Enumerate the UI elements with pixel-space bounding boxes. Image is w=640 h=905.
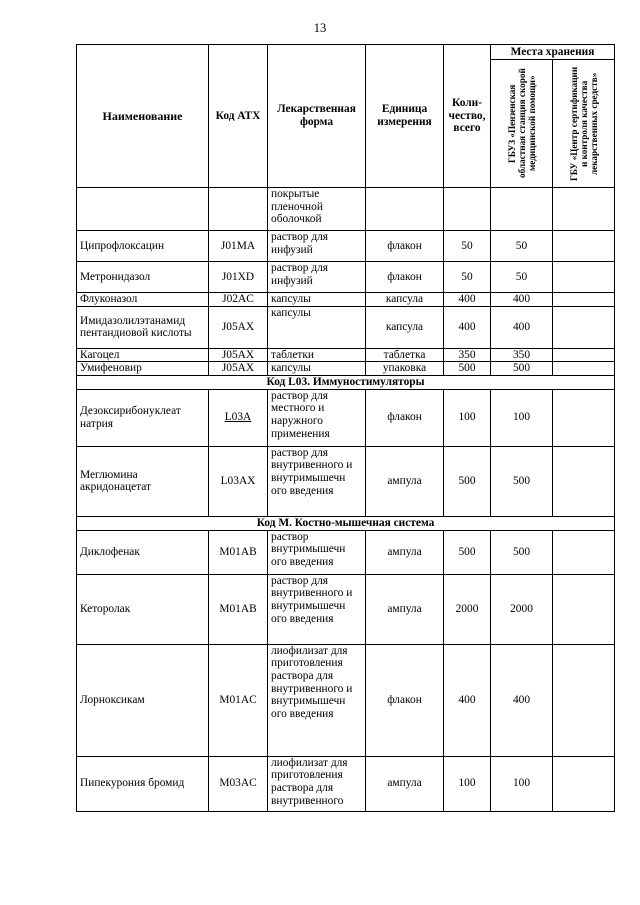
cell-atc: M01AB (209, 530, 268, 574)
cell-storage-2 (553, 574, 615, 644)
cell-storage-2 (553, 262, 615, 293)
cell-atc: J01MA (209, 231, 268, 262)
cell-storage-1: 500 (491, 362, 553, 376)
cell-unit: капсула (366, 293, 444, 307)
cell-storage-1 (491, 188, 553, 231)
cell-qty: 500 (444, 362, 491, 376)
header-name: Наименование (77, 45, 209, 188)
header-unit: Единица измерения (366, 45, 444, 188)
section-heading-m: Код M. Костно-мышечная система (77, 516, 615, 530)
cell-storage-2 (553, 188, 615, 231)
page-number: 13 (313, 21, 327, 35)
cell-qty: 500 (444, 446, 491, 516)
cell-name: Имидазолилэтанамид пентандиовой кислоты (77, 306, 209, 348)
cell-name: Умифеновир (77, 362, 209, 376)
cell-storage-2 (553, 389, 615, 446)
cell-form: раствор внутримышечн ого введения (268, 530, 366, 574)
cell-storage-1: 50 (491, 262, 553, 293)
cell-unit: флакон (366, 231, 444, 262)
cell-qty: 2000 (444, 574, 491, 644)
section-row (77, 516, 615, 530)
cell-qty: 100 (444, 389, 491, 446)
cell-storage-2 (553, 348, 615, 362)
section-heading-l03: Код L03. Иммуностимуляторы (77, 375, 615, 389)
cell-name: Диклофенак (77, 530, 209, 574)
cell-qty: 400 (444, 306, 491, 348)
cell-form: лиофилизат для приготовления раствора для внутривенного (268, 756, 366, 811)
header-storage-1-text: ГБУЗ «Пензенская областная станция скорой медицинской помощи» (506, 68, 537, 179)
cell-storage-1: 500 (491, 530, 553, 574)
cell-atc (209, 188, 268, 231)
cell-unit: ампула (366, 756, 444, 811)
cell-unit: ампула (366, 446, 444, 516)
cell-storage-2 (553, 756, 615, 811)
cell-name: Ципрофлоксацин (77, 231, 209, 262)
cell-name (77, 188, 209, 231)
cell-qty: 50 (444, 262, 491, 293)
cell-name: Дезоксирибонуклеат натрия (77, 389, 209, 446)
header-row-top (77, 45, 615, 60)
cell-atc: J05AX (209, 306, 268, 348)
cell-form: раствор для инфузий (268, 262, 366, 293)
table-row (77, 306, 615, 348)
cell-form: раствор для внутривенного и внутримышечн ого введения (268, 574, 366, 644)
header-atc: Код АТХ (209, 45, 268, 188)
cell-storage-2 (553, 362, 615, 376)
table-row (77, 362, 615, 376)
cell-storage-1: 500 (491, 446, 553, 516)
cell-unit: ампула (366, 530, 444, 574)
cell-storage-1: 400 (491, 644, 553, 756)
cell-qty: 400 (444, 644, 491, 756)
cell-name: Метронидазол (77, 262, 209, 293)
cell-unit: упаковка (366, 362, 444, 376)
header-storage: Места хранения (491, 45, 615, 60)
table-row (77, 389, 615, 446)
table-row (77, 293, 615, 307)
cell-storage-1: 50 (491, 231, 553, 262)
cell-qty (444, 188, 491, 231)
cell-storage-2 (553, 530, 615, 574)
cell-name: Кеторолак (77, 574, 209, 644)
cell-storage-1: 100 (491, 756, 553, 811)
header-form: Лекарственная форма (268, 45, 366, 188)
table-row (77, 644, 615, 756)
cell-qty: 100 (444, 756, 491, 811)
cell-storage-2 (553, 231, 615, 262)
table-row (77, 574, 615, 644)
table-row (77, 348, 615, 362)
cell-atc: M03AC (209, 756, 268, 811)
cell-form: капсулы (268, 362, 366, 376)
cell-name: Пипекурония бромид (77, 756, 209, 811)
cell-unit: капсула (366, 306, 444, 348)
cell-storage-1: 400 (491, 306, 553, 348)
table-row (77, 530, 615, 574)
table-row (77, 262, 615, 293)
cell-unit (366, 188, 444, 231)
table-row (77, 231, 615, 262)
cell-storage-1: 2000 (491, 574, 553, 644)
cell-atc: M01AC (209, 644, 268, 756)
cell-name: Лорноксикам (77, 644, 209, 756)
cell-form: таблетки (268, 348, 366, 362)
header-storage-2-text: ГБУ «Центр сертификации и контроля качества лекарственных средств» (568, 66, 599, 181)
table-row (77, 446, 615, 516)
cell-form: лиофилизат для приготовления раствора для внутривенного и внутримышечн ого введения (268, 644, 366, 756)
cell-form: раствор для внутривенного и внутримышечн ого введения (268, 446, 366, 516)
cell-unit: таблетка (366, 348, 444, 362)
cell-form: раствор для инфузий (268, 231, 366, 262)
cell-unit: флакон (366, 262, 444, 293)
cell-atc: J05AX (209, 348, 268, 362)
table-row (77, 756, 615, 811)
cell-atc: J02AC (209, 293, 268, 307)
cell-name: Кагоцел (77, 348, 209, 362)
cell-form: покрытые пленочной оболочкой (268, 188, 366, 231)
medicines-table (76, 44, 615, 812)
cell-atc: J01XD (209, 262, 268, 293)
cell-storage-1: 350 (491, 348, 553, 362)
table-row (77, 188, 615, 231)
cell-form: капсулы (268, 306, 366, 348)
cell-storage-2 (553, 306, 615, 348)
cell-qty: 50 (444, 231, 491, 262)
cell-storage-1: 100 (491, 389, 553, 446)
table-body (77, 188, 615, 812)
cell-form: капсулы (268, 293, 366, 307)
cell-storage-2 (553, 293, 615, 307)
cell-unit: ампула (366, 574, 444, 644)
header-qty: Коли-чество, всего (444, 45, 491, 188)
cell-unit: флакон (366, 644, 444, 756)
cell-form: раствор для местного и наружного применения (268, 389, 366, 446)
cell-atc: M01AB (209, 574, 268, 644)
cell-atc: J05AX (209, 362, 268, 376)
cell-storage-2 (553, 446, 615, 516)
header-storage-1 (491, 60, 553, 188)
header-storage-2 (553, 60, 615, 188)
cell-qty: 500 (444, 530, 491, 574)
cell-name: Флуконазол (77, 293, 209, 307)
cell-qty: 400 (444, 293, 491, 307)
cell-storage-1: 400 (491, 293, 553, 307)
cell-atc: L03AX (209, 446, 268, 516)
section-row (77, 375, 615, 389)
cell-atc: L03A (209, 389, 268, 446)
cell-storage-2 (553, 644, 615, 756)
cell-name: Меглюмина акридонацетат (77, 446, 209, 516)
cell-unit: флакон (366, 389, 444, 446)
cell-qty: 350 (444, 348, 491, 362)
